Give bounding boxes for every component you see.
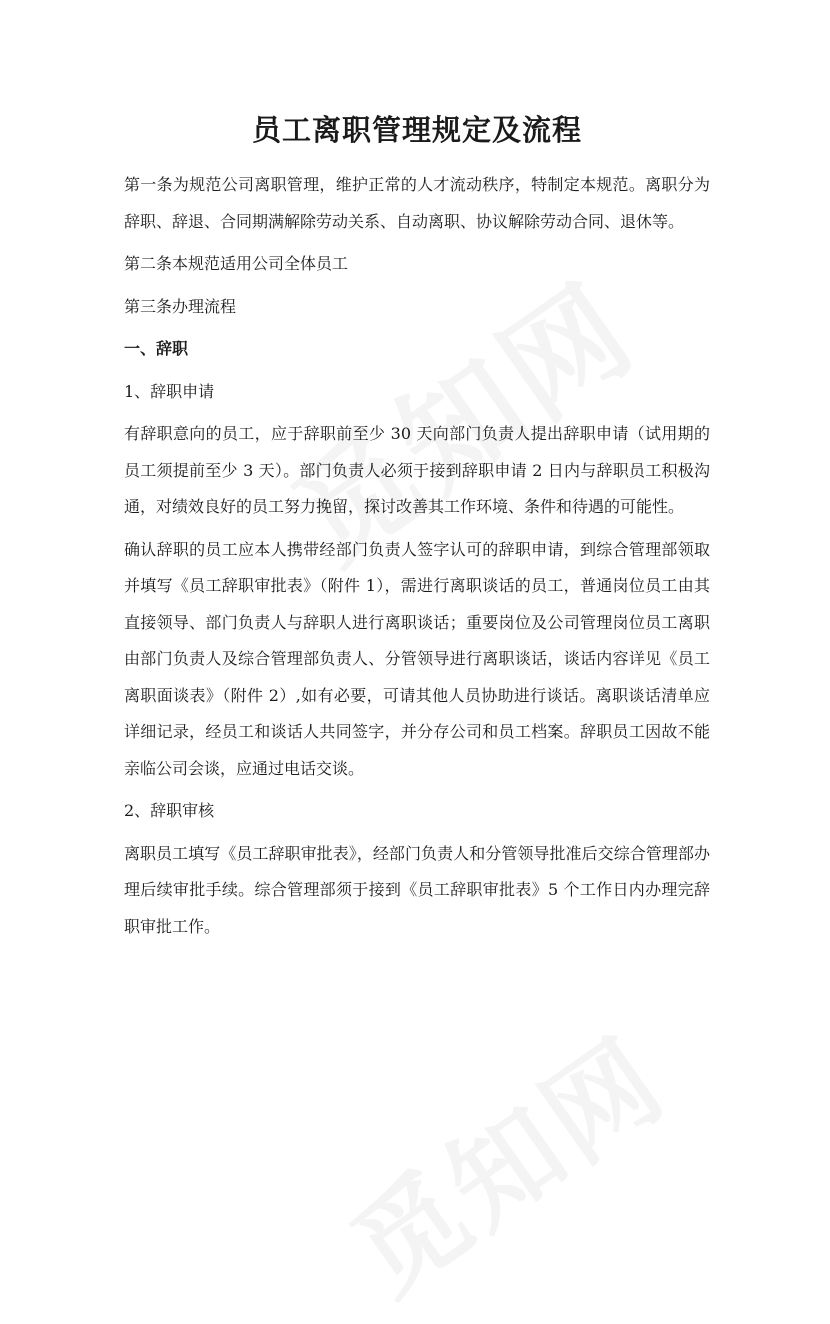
subsection-2-paragraph-1: 离职员工填写《员工辞职审批表》，经部门负责人和分管领导批准后交综合管理部办理后续审批手续。综合管理部须于接到《员工辞职审批表》5 个工作日内办理完辞职审批工作。 (124, 843, 710, 936)
section-1-heading: 一、辞职 (124, 339, 189, 358)
subsection-1-paragraph-1: 有辞职意向的员工，应于辞职前至少 30 天向部门负责人提出辞职申请（试用期的员工须提前至少 3 天）。部门负责人必须于接到辞职申请 2 日内与辞职员工积极沟通，对绩效良好的员工努力挽留，探讨改善其工作环境、条件和待遇的可能性。 (124, 424, 710, 516)
article-3: 第三条办理流程 (124, 296, 237, 316)
article-1: 第一条为规范公司离职管理，维护正常的人才流动秩序，特制定本规范。离职分为辞职、辞退、合同期满解除劳动关系、自动离职、协议解除劳动合同、退休等。 (124, 175, 710, 231)
subsection-2-heading: 2、辞职审核 (124, 801, 215, 820)
subsection-1-heading: 1、辞职申请 (124, 381, 215, 401)
document-title: 员工离职管理规定及流程 (251, 113, 582, 147)
watermark-bottom (316, 994, 692, 1323)
article-2: 第二条本规范适用公司全体员工 (124, 254, 349, 273)
subsection-1-paragraph-2: 确认辞职的员工应本人携带经部门负责人签字认可的辞职申请，到综合管理部领取并填写《员工辞职审批表》（附件 1），需进行离职谈话的员工，普通岗位员工由其直接领导、部门负责人与辞职人进行离职谈话；重要岗位及公司管理岗位员工离职由部门负责人及综合管理部负责人、分管领导进行离职谈话，谈话内容详见《员工离职面谈表》（附件 2）,如有必要，可请其他人员协助进行谈话。离职谈话清单应详细记录，经员工和谈话人共同签字，并分存公司和员工档案。辞职员工因故不能亲临公司会谈，应通过电话交谈。 (124, 539, 710, 778)
